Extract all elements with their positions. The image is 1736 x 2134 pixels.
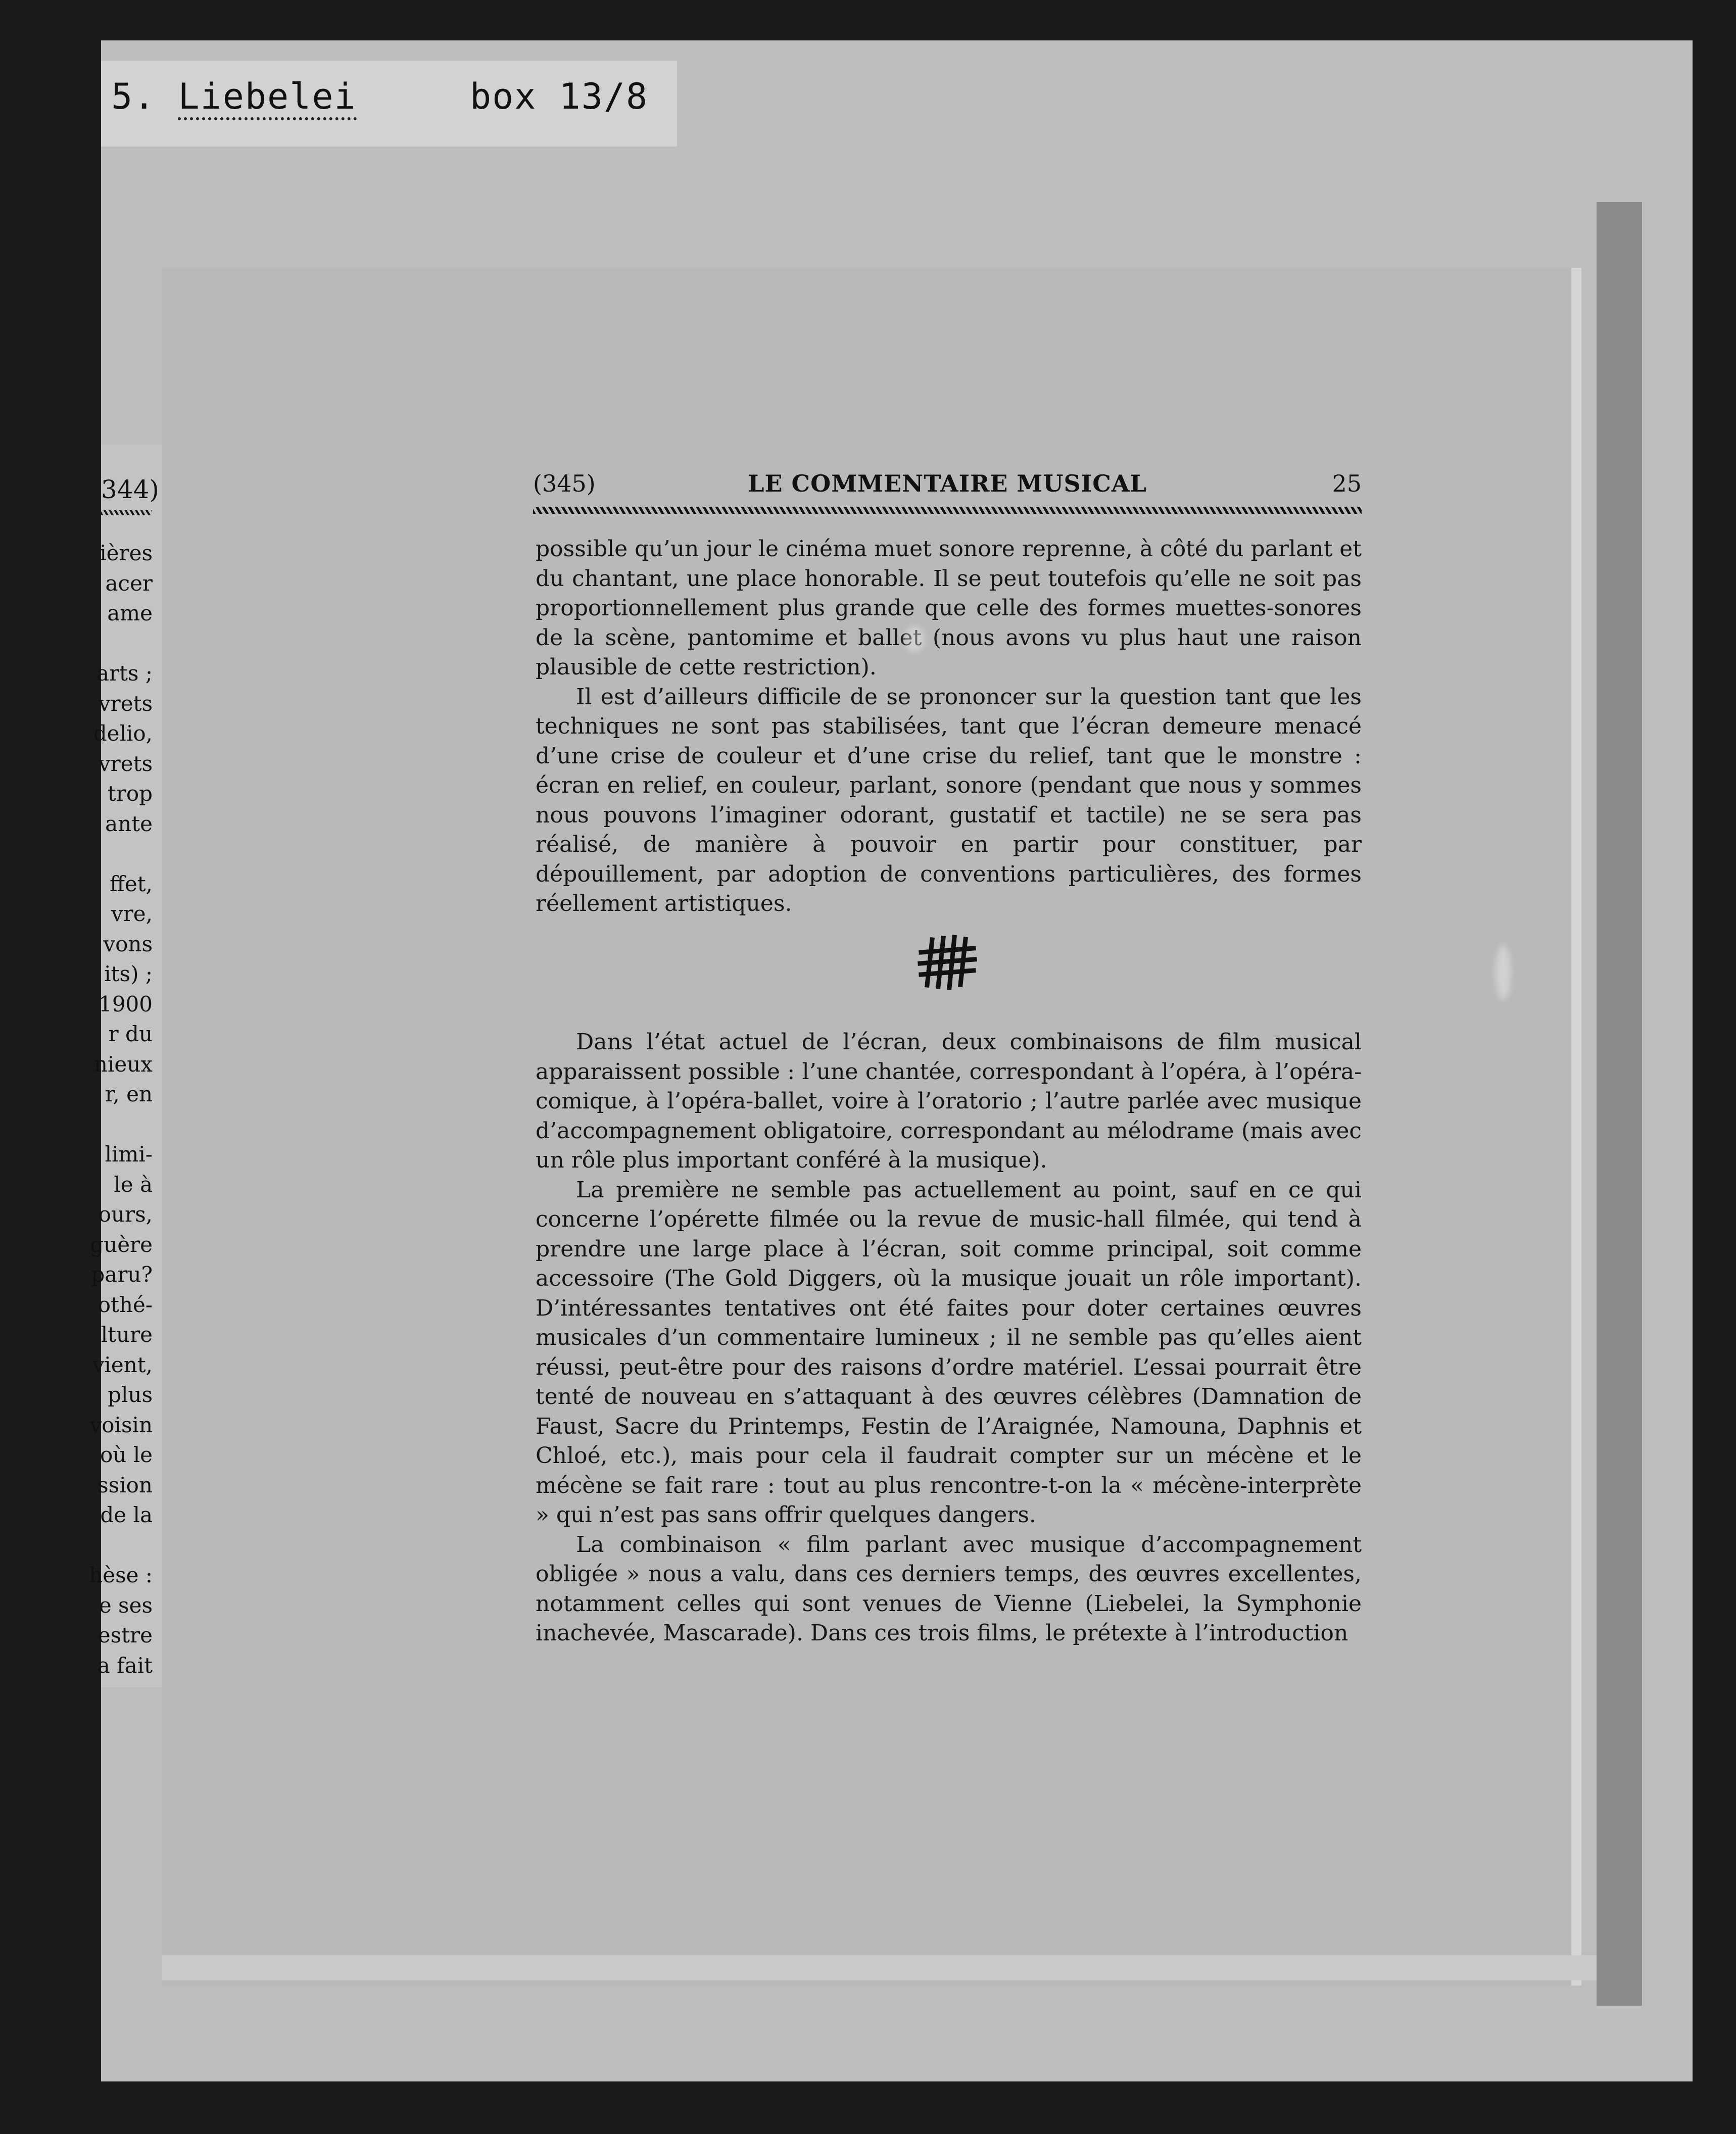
archive-label: [111, 76, 649, 117]
left-page-line: 1900: [99, 991, 153, 1016]
left-head-rule: [101, 510, 152, 515]
left-page-line: vons: [103, 931, 153, 956]
left-page-line: estre: [98, 1623, 153, 1647]
left-page-line: le à: [114, 1172, 153, 1197]
paragraph-4: La première ne semble pas actuellement au point, sauf en ce qui concerne l’opérette filmée ou la revue de music-hall filmée, qui tend à prendre une large place à l’écran, soit comme principal, soit comme accessoire (The Gold Diggers, où la musique jouait un rôle important). D’intéressantes tentatives ont été faites pour doter certaines œuvres musicales d’un commentaire lumineux ; il ne semble pas qu’elles aient réussi, peut-être pour des raisons d’ordre matériel. L’essai pourrait être tenté de nouveau en s’attaquant à des œuvres célèbres (Damnation de Faust, Sacre du Printemps, Festin de l’Araignée, Namouna, Daphnis et Chloé, etc.), mais pour cela il faudrait compter sur un mécène et le mécène se fait rare : tout au plus rencontre-t-on la « mécène-interprète » qui n’est pas sans offrir quelques dangers.: [536, 1177, 1362, 1528]
left-page-line: r du: [108, 1022, 153, 1046]
left-page-line: plus: [108, 1382, 153, 1407]
left-page-line: its) ;: [104, 961, 153, 986]
left-page-line: vient,: [92, 1352, 153, 1377]
label-title: Liebelei: [178, 76, 356, 120]
left-page-line: delio,: [93, 721, 153, 746]
page-number: 25: [1332, 470, 1362, 497]
left-page-line: a fait: [97, 1653, 153, 1678]
clipping-bottom-edge: [162, 1955, 1597, 1980]
left-page-line: voisin: [89, 1412, 153, 1437]
left-page-fragment: [89, 445, 162, 1687]
label-number: 5.: [111, 76, 156, 117]
left-page-line: guère: [90, 1232, 153, 1257]
header-rule: [533, 507, 1362, 514]
paragraph-3: Dans l’état actuel de l’écran, deux combinaisons de film musical apparaissent possible : l’une chantée, correspondant à l’opéra, à l’opéra-comique, à l’opéra-ballet, voire à l’oratorio ; l’autre parlée avec musique d’accompagnement obligatoire, correspondant au mélodrame (mais avec un rôle plus important conféré à la musique).: [536, 1029, 1362, 1173]
left-page-number: 344): [101, 475, 159, 504]
left-page-line: nieux: [93, 1051, 153, 1077]
left-page-line: hèse :: [89, 1563, 153, 1587]
left-page-line: lture: [101, 1322, 153, 1347]
paper-blemish: [904, 626, 925, 652]
page-header: [533, 470, 1362, 500]
left-page-line: ières: [100, 541, 153, 565]
left-page-line: vre,: [111, 901, 153, 926]
left-page-line: r, en: [105, 1082, 153, 1106]
left-page-line: [89, 1109, 153, 1140]
paragraph-5: La combinaison « film parlant avec musique d’accompagnement obligée » nous a valu, dans ces derniers temps, des œuvres excellentes, notamment celles qui sont venues de Vienne (Liebelei, la Symphonie inachevée, Mascarade). Dans ces trois films, le prétexte à l’introduction: [536, 1531, 1362, 1646]
left-page-line: ssion: [98, 1472, 153, 1497]
left-page-line: trop: [107, 781, 153, 806]
section-break-ornament-icon: [917, 932, 978, 993]
article-block-bottom: [536, 1028, 1362, 1648]
left-page-line: vrets: [98, 751, 153, 776]
left-page-line: ours,: [98, 1202, 153, 1227]
left-page-lines: [89, 538, 153, 1680]
left-page-line: ante: [105, 811, 153, 836]
left-page-line: vrets: [98, 691, 153, 716]
left-page-line: limi-: [105, 1142, 153, 1167]
left-page-line: de la: [100, 1502, 153, 1527]
label-box: box 13/8: [470, 76, 649, 117]
paper-blemish: [1496, 945, 1511, 1000]
left-page-line: arts ;: [96, 661, 153, 686]
left-page-line: ame: [107, 601, 153, 625]
left-page-line: où le: [100, 1442, 153, 1467]
page-ref: (345): [533, 470, 596, 497]
left-page-line: [89, 628, 153, 659]
left-page-line: acer: [105, 570, 153, 596]
board-shadow-edge: [1597, 202, 1642, 2006]
left-page-line: ffet,: [110, 871, 153, 896]
article-block-top: [536, 535, 1362, 919]
left-page-line: e ses: [99, 1592, 153, 1618]
paragraph-2: Il est d’ailleurs difficile de se prononcer sur la question tant que les techniques ne sont pas stabilisées, tant que l’écran demeure menacé d’une crise de couleur et d’une crise du relief, tant que le monstre : écran en relief, en couleur, parlant, sonore (pendant que nous y sommes nous pouvons l’imaginer odorant, gustatif et tactile) ne se sera pas réalisé, de manière à pouvoir en partir pour constituer, par dépouillement, par adoption de conventions particulières, des formes réellement artistiques.: [536, 684, 1362, 916]
left-page-line: [89, 1530, 153, 1561]
paragraph-1: possible qu’un jour le cinéma muet sonore reprenne, à côté du parlant et du chantant, une place honorable. Il se peut toutefois qu’elle ne soit pas proportionnellement plus grande que celle des formes muettes-sonores de la scène, pantomime et ballet (nous avons vu plus haut une raison plausible de cette restriction).: [536, 536, 1362, 680]
journal-title: LE COMMENTAIRE MUSICAL: [748, 470, 1147, 497]
left-page-line: othé-: [98, 1292, 153, 1317]
left-page-line: paru?: [91, 1262, 153, 1287]
left-page-line: [89, 839, 153, 869]
